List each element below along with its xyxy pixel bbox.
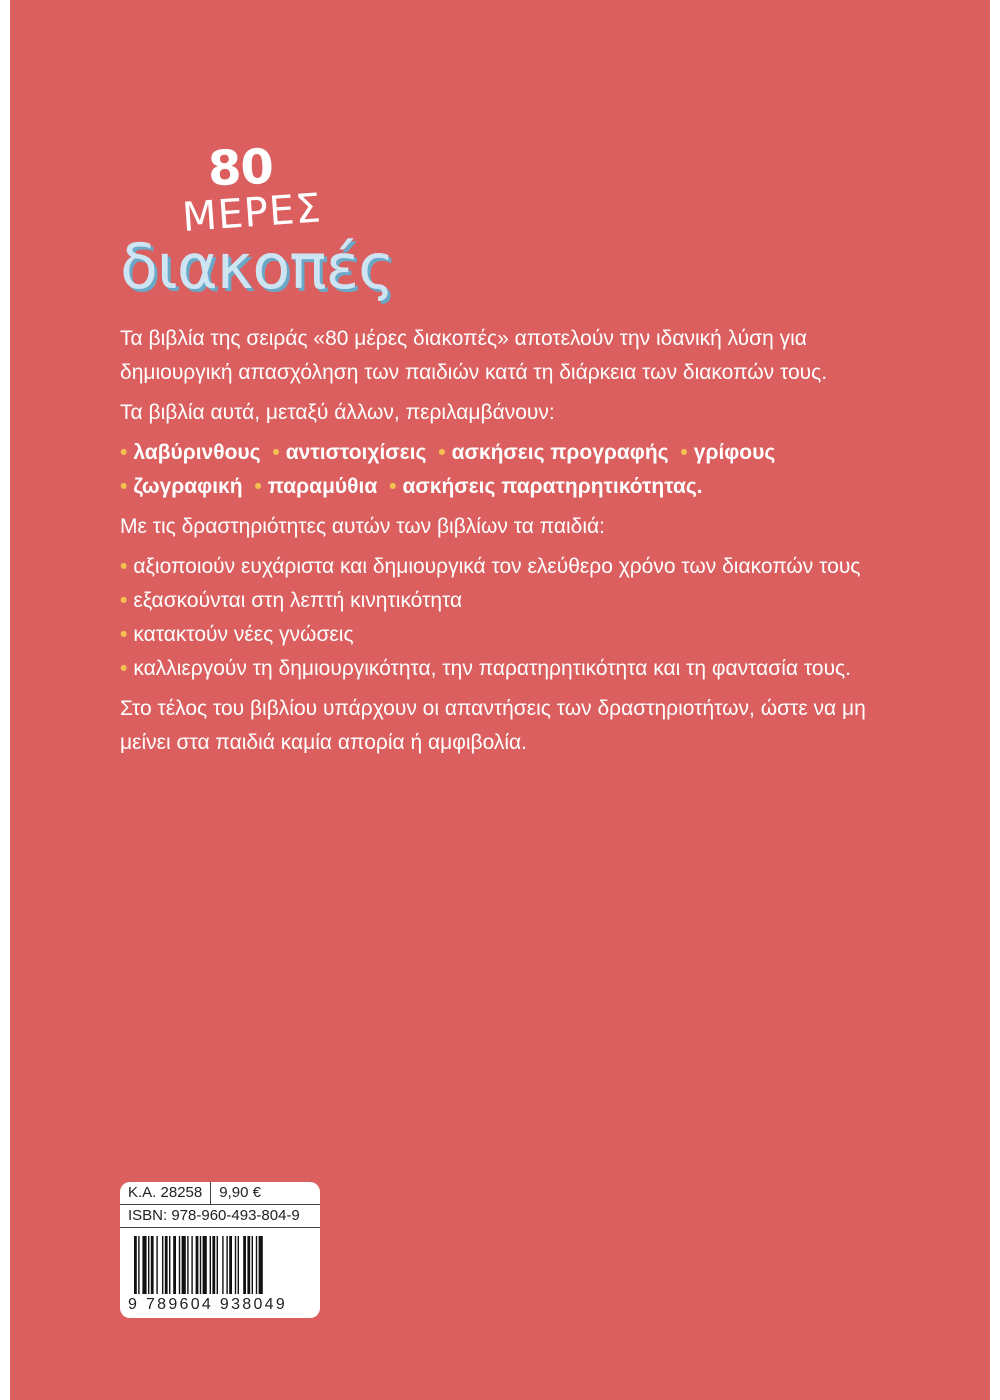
list-item: • καλλιεργούν τη δημιουργικότητα, την παρατηρητικότητα και τη φαντασία τους. [120, 657, 852, 680]
list-item: • κατακτούν νέες γνώσεις [120, 623, 354, 646]
benefits-heading: Με τις δραστηριότητες αυτών των βιβλίων τα παιδιά: [120, 515, 605, 538]
activities-list [120, 436, 880, 504]
activity-item: • ασκήσεις παρατηρητικότητας. [389, 475, 703, 498]
barcode-icon [134, 1236, 306, 1296]
bullet-icon: • [254, 475, 262, 498]
benefits-list [120, 550, 880, 686]
bullet-icon: • [389, 475, 397, 498]
bullet-icon: • [120, 623, 128, 646]
activity-item: • ζωγραφική [120, 475, 243, 498]
price-barcode-label [120, 1182, 320, 1318]
bullet-icon: • [272, 441, 280, 464]
bullet-icon: • [120, 657, 128, 680]
list-item: • αξιοποιούν ευχάριστα και δημιουργικά τον ελεύθερο χρόνο των διακοπών τους [120, 555, 861, 578]
bullet-icon: • [680, 441, 688, 464]
activity-item: • γρίφους [680, 441, 776, 464]
product-code: Κ.Α. 28258 [120, 1182, 211, 1204]
bullet-icon: • [120, 475, 128, 498]
logo-number: 80 [207, 138, 274, 198]
code-price-row [120, 1182, 320, 1205]
barcode-digits: 9 789604 938049 [128, 1296, 288, 1313]
bullet-icon: • [120, 589, 128, 612]
logo-word-meres: ΜΕΡΕΣ [180, 185, 324, 241]
closing-paragraph: Στο τέλος του βιβλίου υπάρχουν οι απαντήσεις των δραστηριοτήτων, ώστε να μη μείνει στα παιδιά καμία απορία ή αμφιβολία. [120, 697, 866, 754]
bullet-icon: • [120, 441, 128, 464]
bullet-icon: • [120, 555, 128, 578]
activity-item: • λαβύρινθους [120, 441, 261, 464]
bullet-icon: • [438, 441, 446, 464]
includes-heading: Τα βιβλία αυτά, μεταξύ άλλων, περιλαμβάνουν: [120, 401, 555, 424]
intro-paragraph: Τα βιβλία της σειράς «80 μέρες διακοπές» αποτελούν την ιδανική λύση για δημιουργική απασχόληση των παιδιών κατά τη διάρκεια των διακοπών τους. [120, 327, 828, 384]
isbn: ISBN: 978-960-493-804-9 [120, 1205, 320, 1228]
description [120, 322, 880, 766]
activity-item: • αντιστοιχίσεις [272, 441, 427, 464]
series-logo [120, 138, 394, 310]
activity-item: • ασκήσεις προγραφής [438, 441, 669, 464]
back-cover [10, 0, 990, 1400]
list-item: • εξασκούνται στη λεπτή κινητικότητα [120, 589, 463, 612]
price: 9,90 € [219, 1184, 261, 1201]
activity-item: • παραμύθια [254, 475, 378, 498]
logo-word-diakopes: διακοπές [120, 230, 394, 303]
